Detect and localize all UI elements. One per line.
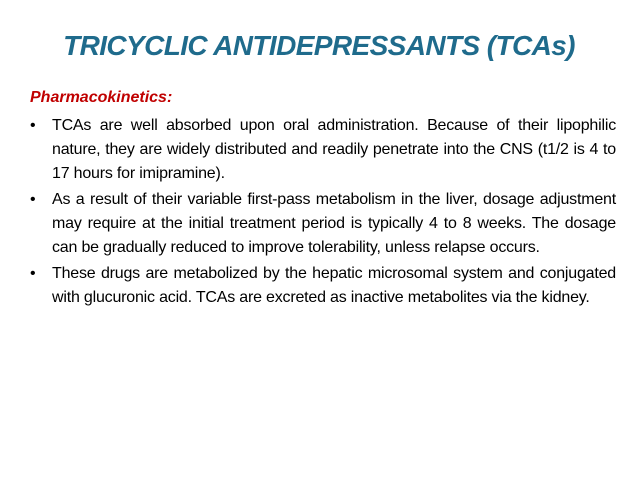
bullet-item [30, 188, 616, 260]
bullet-text: As a result of their variable first-pass metabolism in the liver, dosage adjustment may require at the initial treatment period is typically 4 to 8 weeks. The dosage can be gradually reduced to improve tolerability, unless relapse occurs. [52, 191, 616, 256]
bullet-item [30, 114, 616, 186]
bullet-text: TCAs are well absorbed upon oral administration. Because of their lipophilic nature, they are widely distributed and readily penetrate into the CNS (t1/2 is 4 to 17 hours for imipramine). [52, 117, 616, 182]
bullet-text: These drugs are metabolized by the hepatic microsomal system and conjugated with glucuronic acid. TCAs are excreted as inactive metabolites via the kidney. [52, 265, 616, 306]
bullet-dot-icon: • [30, 117, 36, 134]
section-subtitle: Pharmacokinetics: [30, 89, 173, 106]
slide-title: TRICYCLIC ANTIDEPRESSANTS (TCAs) [63, 30, 575, 61]
bullet-list [30, 114, 616, 312]
bullet-dot-icon: • [30, 191, 36, 208]
bullet-item [30, 262, 616, 310]
bullet-dot-icon: • [30, 265, 36, 282]
